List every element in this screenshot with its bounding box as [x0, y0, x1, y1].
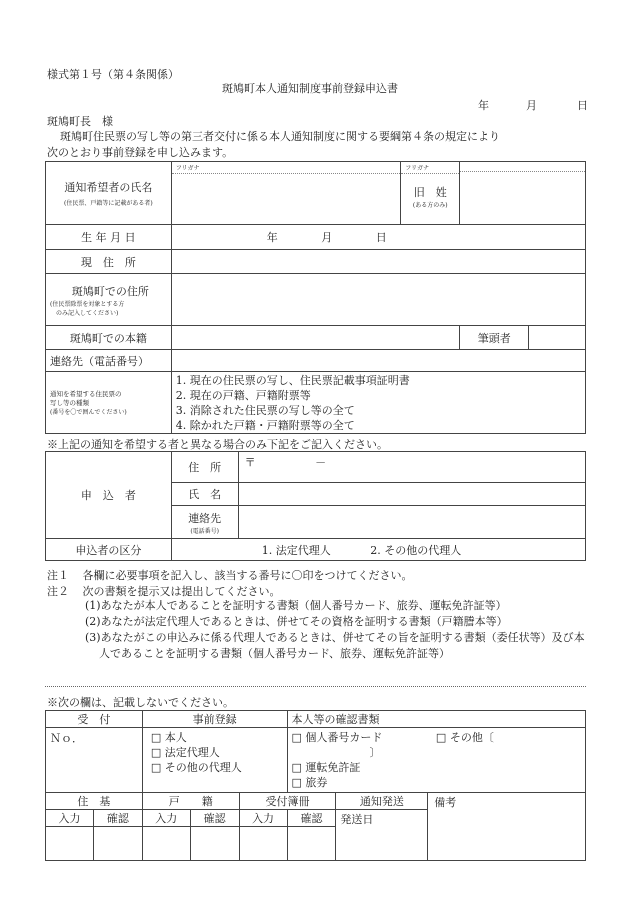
applicant-contact-note: (電話番号)	[190, 527, 220, 535]
doc-type-option-1[interactable]: 1. 現在の住民票の写し、住民票記載事項証明書	[175, 373, 410, 387]
checkbox-icon[interactable]: □	[291, 776, 302, 789]
note-1-marker: 注１	[47, 569, 69, 582]
former-surname-furigana-label: フリガナ	[401, 162, 459, 174]
id-docs-options	[287, 728, 585, 793]
stamp-cell[interactable]	[46, 827, 94, 861]
applicant-contact-label: 連絡先	[188, 511, 222, 525]
applicant-address-row	[46, 452, 586, 483]
id-option-other-close: 〕	[369, 746, 381, 759]
stamp-cell[interactable]	[93, 827, 142, 861]
id-option-license: 運転免許証	[305, 761, 361, 774]
name-input[interactable]	[171, 162, 401, 225]
doc-types-options[interactable]	[171, 372, 585, 434]
applicant-name-label: 氏 名	[171, 483, 238, 506]
category-option-2[interactable]: 2. その他の代理人	[370, 543, 462, 557]
sent-date-label: 発送日	[340, 813, 374, 826]
town-address-note-2: のみ記入してください)	[56, 309, 119, 317]
applicant-address-label: 住 所	[171, 452, 238, 483]
postal-mark: 〒	[244, 456, 256, 469]
applicant-category-options[interactable]	[171, 539, 585, 561]
applicant-note: ※上記の通知を希望する者と異なる場合のみ下記をご記入ください。	[47, 438, 388, 451]
birthdate-row	[46, 225, 586, 250]
id-docs-label: 本人等の確認書類	[287, 711, 585, 728]
reception-label: 受 付	[46, 711, 143, 728]
former-surname-note: (ある方のみ)	[412, 202, 448, 209]
current-address-label: 現 住 所	[46, 250, 172, 274]
date-day-label: 日	[577, 99, 588, 112]
id-option-other: その他〔	[449, 731, 494, 744]
note-2-text: 次の書類を提示又は提出してください。	[82, 585, 281, 598]
household-head-input[interactable]	[529, 326, 585, 349]
town-address-label: 斑鳩町での住所	[71, 284, 149, 298]
doc-types-label-2: 写し等の種類	[50, 399, 89, 407]
current-address-row	[46, 250, 586, 274]
applicant-table	[45, 451, 586, 561]
current-address-input[interactable]	[171, 250, 585, 274]
note-2-item-3: (3)あなたがこの申込みに係る代理人であるときは、併せてその旨を証明する書類（委任状等）及び本	[85, 631, 585, 644]
stamp-cell[interactable]	[142, 827, 190, 861]
registered-domicile-input[interactable]	[171, 326, 459, 350]
former-surname-input[interactable]	[460, 162, 586, 225]
contact-label: 連絡先（電話番号）	[46, 350, 172, 372]
office-header-row	[46, 711, 586, 728]
pre-registration-options	[142, 728, 287, 793]
stamp-cell[interactable]	[239, 827, 287, 861]
resident-confirm-label: 確認	[93, 810, 142, 827]
checkbox-icon[interactable]: □	[435, 731, 447, 744]
household-head-label: 筆頭者	[460, 326, 529, 349]
note-2-items	[85, 598, 585, 662]
birth-year-label: 年	[266, 231, 278, 244]
office-use-table	[45, 710, 586, 861]
town-address-label-cell	[46, 274, 172, 326]
stamp-cell[interactable]	[287, 827, 336, 861]
doc-type-option-4[interactable]: 4. 除かれた戸籍・戸籍附票等の全て	[175, 418, 355, 432]
family-confirm-label: 確認	[190, 810, 239, 827]
household-head-cell	[460, 326, 586, 350]
reg-option-self: 本人	[164, 731, 187, 744]
note-2-item-1: (1)あなたが本人であることを証明する書類（個人番号カード、旅券、運転免許証等）	[85, 599, 507, 612]
id-option-passport: 旅券	[305, 776, 328, 789]
ledger-confirm-label: 確認	[287, 810, 336, 827]
checkbox-icon[interactable]: □	[150, 761, 162, 774]
intro-line-2: 次のとおり事前登録を申し込みます。	[47, 146, 234, 159]
reception-number-label: Ｎｏ．	[50, 732, 83, 745]
note-2	[47, 583, 281, 599]
note-2-marker: 注２	[47, 585, 69, 598]
pre-registration-label: 事前登録	[142, 711, 287, 728]
name-label: 通知希望者の氏名	[64, 181, 153, 194]
form-title: 斑鳩町本人通知制度事前登録申込書	[222, 82, 398, 95]
registered-domicile-label: 斑鳩町での本籍	[46, 326, 172, 350]
id-option-mynumber: 個人番号カード	[305, 731, 383, 744]
remarks-cell[interactable]	[428, 793, 586, 861]
contact-row	[46, 350, 586, 372]
date-year-label: 年	[478, 99, 489, 112]
date-month-label: 月	[526, 99, 537, 112]
birthdate-label: 生 年 月 日	[46, 225, 172, 250]
checkbox-icon[interactable]: □	[291, 761, 302, 774]
office-note: ※次の欄は、記載しないでください。	[47, 696, 234, 709]
applicant-contact-label-cell	[171, 506, 238, 539]
applicant-label: 申 込 者	[46, 452, 172, 539]
checkbox-icon[interactable]: □	[150, 731, 162, 744]
applicant-category-row	[46, 539, 586, 561]
birth-month-label: 月	[321, 231, 333, 244]
category-option-1[interactable]: 1. 法定代理人	[261, 543, 331, 557]
postal-dash: －	[315, 456, 327, 469]
checkbox-icon[interactable]: □	[291, 731, 302, 744]
former-surname-label: 旧 姓	[413, 186, 447, 199]
cut-line	[45, 686, 586, 687]
doc-types-label-1: 通知を希望する住民票の	[50, 390, 122, 398]
reception-ledger-label: 受付簿冊	[239, 793, 336, 810]
ledger-input-label: 入力	[239, 810, 287, 827]
applicant-contact-input[interactable]	[238, 506, 585, 539]
applicant-address-input[interactable]	[238, 452, 585, 483]
resident-input-label: 入力	[46, 810, 94, 827]
name-row	[46, 162, 586, 225]
town-address-note-1: (住民票除票を対象とする方	[50, 300, 125, 308]
remarks-label: 備考	[434, 796, 457, 809]
reception-number-cell	[46, 728, 143, 793]
note-1-text: 各欄に必要事項を記入し、該当する番号に〇印をつけてください。	[82, 569, 413, 582]
stamp-cell[interactable]	[190, 827, 239, 861]
registration-form-table	[45, 161, 586, 434]
office-process-header-row	[46, 793, 586, 810]
note-2-item-2: (2)あなたが法定代理人であるときは、併せてその資格を証明する書類（戸籍謄本等）	[85, 615, 508, 628]
form-number: 様式第１号（第４条関係）	[47, 68, 179, 81]
registered-domicile-row	[46, 326, 586, 350]
note-1	[47, 567, 413, 583]
town-address-input[interactable]	[171, 274, 585, 326]
family-register-label: 戸 籍	[142, 793, 239, 810]
addressee: 斑鳩町長 様	[47, 115, 113, 128]
checkbox-icon[interactable]: □	[150, 746, 162, 759]
note-2-item-3-continued: 人であることを証明する書類（個人番号カード、旅券、運転免許証等）	[99, 647, 451, 660]
doc-types-row	[46, 372, 586, 434]
intro-line-1: 斑鳩町住民票の写し等の第三者交付に係る本人通知制度に関する要綱第４条の規定により	[60, 130, 500, 143]
office-options-row	[46, 728, 586, 793]
notification-label: 通知発送	[336, 793, 428, 810]
applicant-category-label: 申込者の区分	[46, 539, 172, 561]
doc-type-option-2[interactable]: 2. 現在の戸籍、戸籍附票等	[175, 388, 311, 402]
name-furigana-label: フリガナ	[172, 162, 401, 174]
doc-types-note: (番号を〇で囲んでください)	[50, 409, 127, 416]
doc-types-label-cell	[46, 372, 172, 434]
resident-label: 住 基	[46, 793, 143, 810]
sent-date-cell[interactable]	[336, 810, 428, 861]
name-note: (住民票、戸籍等に記載がある者)	[64, 200, 153, 207]
birth-day-label: 日	[375, 231, 387, 244]
family-input-label: 入力	[142, 810, 190, 827]
contact-input[interactable]	[171, 350, 585, 372]
applicant-name-input[interactable]	[238, 483, 585, 506]
former-surname-label-cell	[401, 162, 460, 225]
town-address-row	[46, 274, 586, 326]
doc-type-option-3[interactable]: 3. 消除された住民票の写し等の全て	[175, 403, 355, 417]
reg-option-legal-rep: 法定代理人	[164, 746, 220, 759]
name-label-cell	[46, 162, 172, 225]
birthdate-input[interactable]	[171, 225, 585, 250]
reg-option-other-rep: その他の代理人	[164, 761, 242, 774]
